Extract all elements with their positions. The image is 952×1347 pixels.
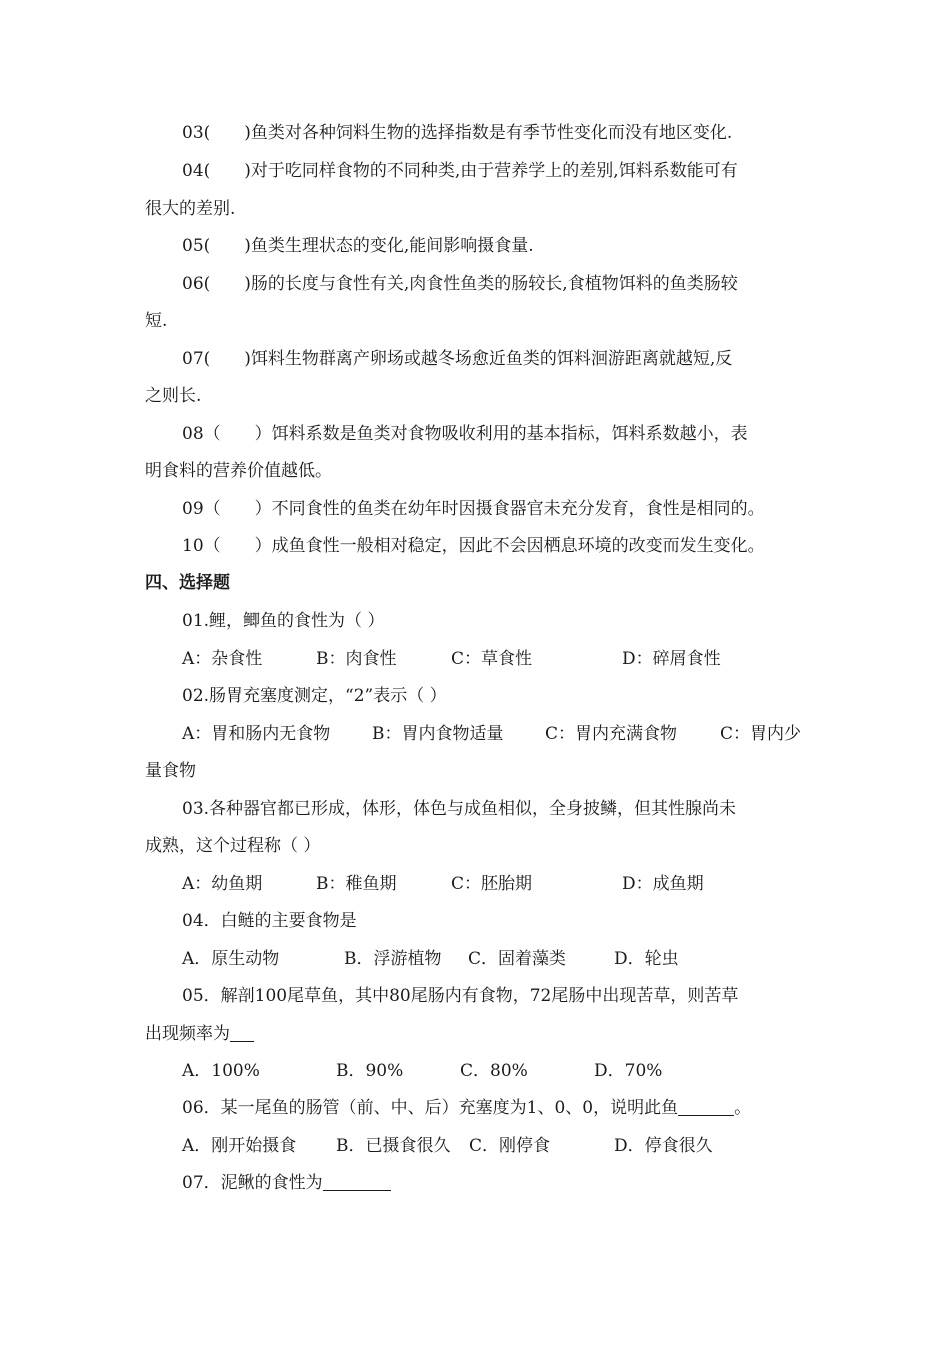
mc-question-04: 04．白鲢的主要食物是 bbox=[182, 911, 357, 931]
mc-03-option-b: B：稚鱼期 bbox=[316, 874, 397, 894]
tf-item-06-cont: 短. bbox=[145, 311, 168, 331]
mc-06-option-a: A．刚开始摄食 bbox=[182, 1136, 297, 1156]
mc-02-option-d-cont: 量食物 bbox=[145, 761, 196, 781]
mc-01-option-a: A：杂食性 bbox=[182, 649, 263, 669]
tf-item-06: 06( )肠的长度与食性有关,肉食性鱼类的肠较长,食植物饵料的鱼类肠较 bbox=[182, 274, 738, 294]
tf-item-07-cont: 之则长. bbox=[145, 386, 202, 406]
tf-item-07: 07( )饵料生物群离产卵场或越冬场愈近鱼类的饵料洄游距离就越短,反 bbox=[182, 349, 733, 369]
answer-blank[interactable] bbox=[678, 1098, 734, 1116]
mc-03-option-d: D：成鱼期 bbox=[622, 874, 704, 894]
mc-01-option-d: D：碎屑食性 bbox=[622, 649, 721, 669]
mc-question-05: 05．解剖100尾草鱼，其中80尾肠内有食物，72尾肠中出现苦草，则苦草 bbox=[182, 986, 739, 1006]
mc-06-option-d: D．停食很久 bbox=[614, 1136, 713, 1156]
mc-02-option-b: B：胃内食物适量 bbox=[372, 724, 504, 744]
mc-05-option-d: D．70% bbox=[594, 1061, 663, 1081]
mc-06-option-b: B．已摄食很久 bbox=[336, 1136, 451, 1156]
mc-question-05-cont: 出现频率为 bbox=[145, 1024, 230, 1044]
mc-question-06-line bbox=[182, 1097, 751, 1119]
mc-04-option-a: A．原生动物 bbox=[182, 949, 280, 969]
mc-question-01: 01.鲤，鲫鱼的食性为（ ） bbox=[182, 611, 385, 631]
mc-question-03: 03.各种器官都已形成，体形，体色与成鱼相似，全身披鳞，但其性腺尚未 bbox=[182, 799, 737, 819]
mc-01-option-b: B：肉食性 bbox=[316, 649, 397, 669]
mc-04-option-d: D．轮虫 bbox=[614, 949, 679, 969]
mc-question-07-line bbox=[182, 1172, 391, 1194]
mc-05-option-a: A．100% bbox=[182, 1061, 260, 1081]
answer-blank[interactable] bbox=[230, 1024, 254, 1042]
mc-05-option-b: B．90% bbox=[336, 1061, 404, 1081]
mc-question-06-end: 。 bbox=[734, 1098, 752, 1118]
mc-question-02: 02.肠胃充塞度测定，“2”表示（ ） bbox=[182, 686, 447, 706]
tf-item-05: 05( )鱼类生理状态的变化,能间影响摄食量. bbox=[182, 236, 534, 256]
mc-04-option-b: B．浮游植物 bbox=[344, 949, 442, 969]
tf-item-04: 04( )对于吃同样食物的不同种类,由于营养学上的差别,饵料系数能可有 bbox=[182, 161, 738, 181]
mc-01-option-c: C：草食性 bbox=[451, 649, 533, 669]
mc-question-05-cont-line bbox=[145, 1023, 254, 1045]
tf-item-09: 09（ ）不同食性的鱼类在幼年时因摄食器官未充分发育，食性是相同的。 bbox=[182, 499, 765, 519]
tf-item-08: 08（ ）饵料系数是鱼类对食物吸收利用的基本指标，饵料系数越小，表 bbox=[182, 424, 748, 444]
tf-item-04-cont: 很大的差别. bbox=[145, 199, 236, 219]
tf-item-03: 03( )鱼类对各种饲料生物的选择指数是有季节性变化而没有地区变化. bbox=[182, 123, 733, 143]
mc-02-option-d: C：胃内少 bbox=[720, 724, 802, 744]
mc-04-option-c: C．固着藻类 bbox=[468, 949, 567, 969]
mc-06-option-c: C．刚停食 bbox=[469, 1136, 551, 1156]
tf-item-10: 10（ ）成鱼食性一般相对稳定，因此不会因栖息环境的改变而发生变化。 bbox=[182, 536, 765, 556]
mc-question-06: 06．某一尾鱼的肠管（前、中、后）充塞度为1、0、0，说明此鱼 bbox=[182, 1098, 679, 1118]
tf-item-08-cont: 明食料的营养价值越低。 bbox=[145, 461, 332, 481]
mc-question-07: 07．泥鳅的食性为 bbox=[182, 1173, 323, 1193]
section-heading: 四、选择题 bbox=[145, 573, 230, 593]
mc-question-03-cont: 成熟，这个过程称（ ） bbox=[145, 836, 321, 856]
mc-05-option-c: C．80% bbox=[460, 1061, 528, 1081]
mc-03-option-c: C：胚胎期 bbox=[451, 874, 533, 894]
answer-blank[interactable] bbox=[323, 1173, 391, 1191]
mc-02-option-a: A：胃和肠内无食物 bbox=[182, 724, 331, 744]
mc-02-option-c: C：胃内充满食物 bbox=[545, 724, 678, 744]
mc-03-option-a: A：幼鱼期 bbox=[182, 874, 263, 894]
